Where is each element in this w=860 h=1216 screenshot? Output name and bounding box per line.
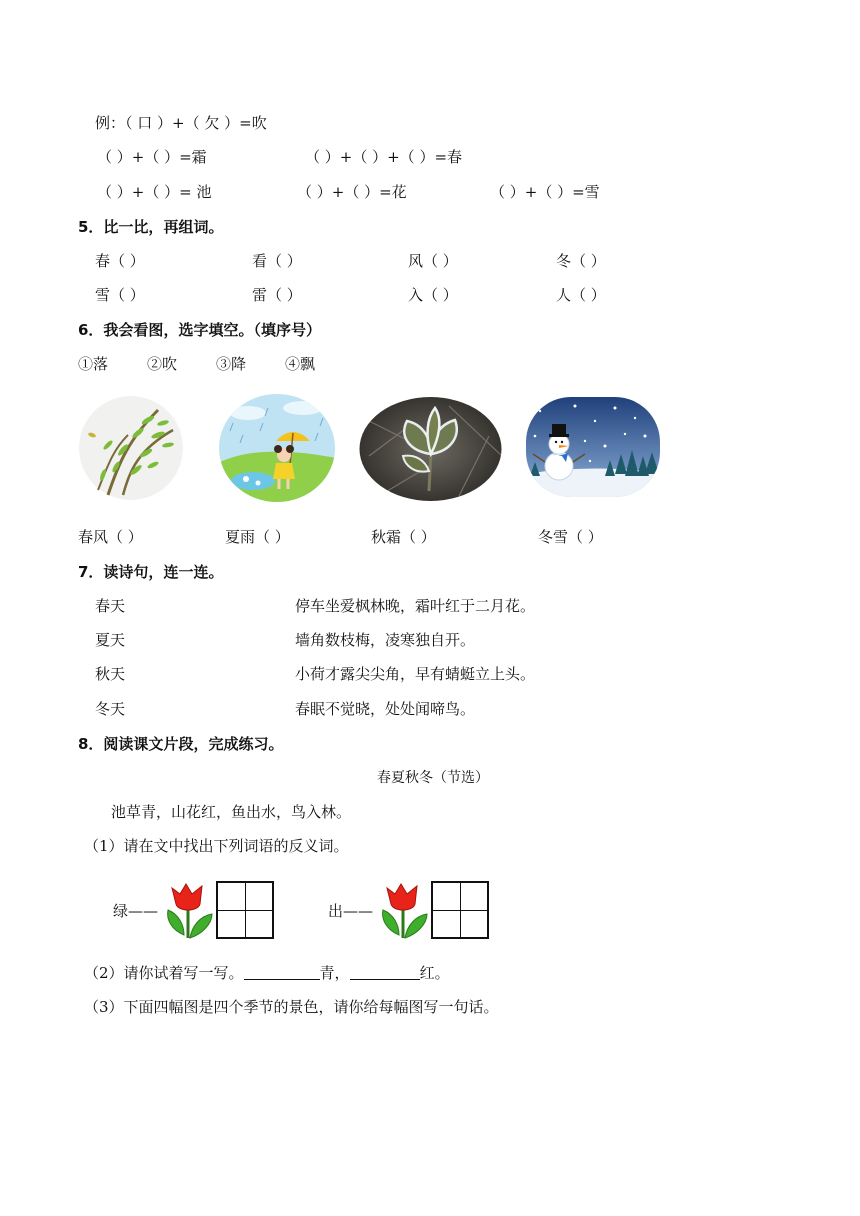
q7-poem-2: 墙角数枝梅，凌寒独自开。 [295, 631, 476, 649]
q4-blank-shuang: （ ）+（ ）=霜 [97, 148, 207, 166]
blank-line-hong[interactable] [350, 963, 420, 980]
q5-title: 5．比一比，再组词。 [78, 218, 224, 236]
q8-sub2-qing: 青， [319, 964, 350, 982]
q7-poem-4: 春眠不觉晓，处处闻啼鸟。 [295, 700, 476, 718]
q7-title: 7．读诗句，连一连。 [78, 563, 224, 581]
answer-grid-1[interactable] [216, 881, 274, 939]
q6-blank-winter: 冬雪（ ） [538, 528, 603, 546]
antonym-word-chu: 出—— [328, 902, 374, 920]
q4-blank-xue: （ ）+（ ）=雪 [490, 183, 600, 201]
q5-xue: 雪（ ） [95, 286, 145, 304]
q4-blank-chi: （ ）+（ ）= 池 [97, 183, 212, 201]
q6-option-piao: ④飘 [285, 355, 316, 373]
q6-option-luo: ①落 [78, 355, 109, 373]
q5-ru: 入（ ） [408, 286, 458, 304]
blank-line-qing[interactable] [244, 963, 320, 980]
q4-blank-hua: （ ）+（ ）=花 [297, 183, 407, 201]
antonym-word-lv: 绿—— [113, 902, 159, 920]
q6-blank-autumn: 秋霜（ ） [371, 528, 436, 546]
q5-feng: 风（ ） [408, 252, 458, 270]
q8-sub2 [84, 962, 450, 983]
summer-rain-picture [218, 393, 336, 503]
q6-title: 6．我会看图，选字填空。（填序号） [78, 321, 321, 339]
passage-text: 池草青，山花红，鱼出水，鸟入林。 [111, 803, 352, 821]
answer-grid-2[interactable] [431, 881, 489, 939]
q5-ren: 人（ ） [556, 286, 606, 304]
q7-season-winter: 冬天 [95, 700, 126, 718]
q6-option-jiang: ③降 [216, 355, 247, 373]
q7-season-spring: 春天 [95, 597, 126, 615]
q8-title: 8．阅读课文片段，完成练习。 [78, 735, 284, 753]
q8-sub2-prompt: （2）请你试着写一写。 [84, 964, 244, 982]
q6-blank-summer: 夏雨（ ） [225, 528, 290, 546]
q7-poem-1: 停车坐爱枫林晚，霜叶红于二月花。 [295, 597, 536, 615]
q5-chun: 春（ ） [95, 252, 145, 270]
q8-sub1: （1）请在文中找出下列词语的反义词。 [84, 837, 349, 855]
q7-poem-3: 小荷才露尖尖角，早有蜻蜓立上头。 [295, 665, 536, 683]
q5-lei: 雷（ ） [252, 286, 302, 304]
q8-sub2-hong: 红。 [419, 964, 450, 982]
winter-snow-picture [525, 396, 661, 498]
q4-blank-chun: （ ）+（ ）+（ ）=春 [305, 148, 463, 166]
tulip-icon [377, 880, 433, 940]
passage-title: 春夏秋冬（节选） [377, 770, 489, 786]
tulip-icon [162, 880, 218, 940]
q6-blank-spring: 春风（ ） [78, 528, 143, 546]
q5-kan: 看（ ） [252, 252, 302, 270]
spring-wind-picture [78, 395, 184, 501]
q8-sub3: （3）下面四幅图是四个季节的景色，请你给每幅图写一句话。 [84, 998, 499, 1016]
q7-season-autumn: 秋天 [95, 665, 126, 683]
q6-option-chui: ②吹 [147, 355, 178, 373]
q4-example: 例：（ 口 ）+（ 欠 ）=吹 [95, 114, 267, 132]
q7-season-summer: 夏天 [95, 631, 126, 649]
q5-dong: 冬（ ） [556, 252, 606, 270]
autumn-frost-picture [359, 396, 502, 502]
